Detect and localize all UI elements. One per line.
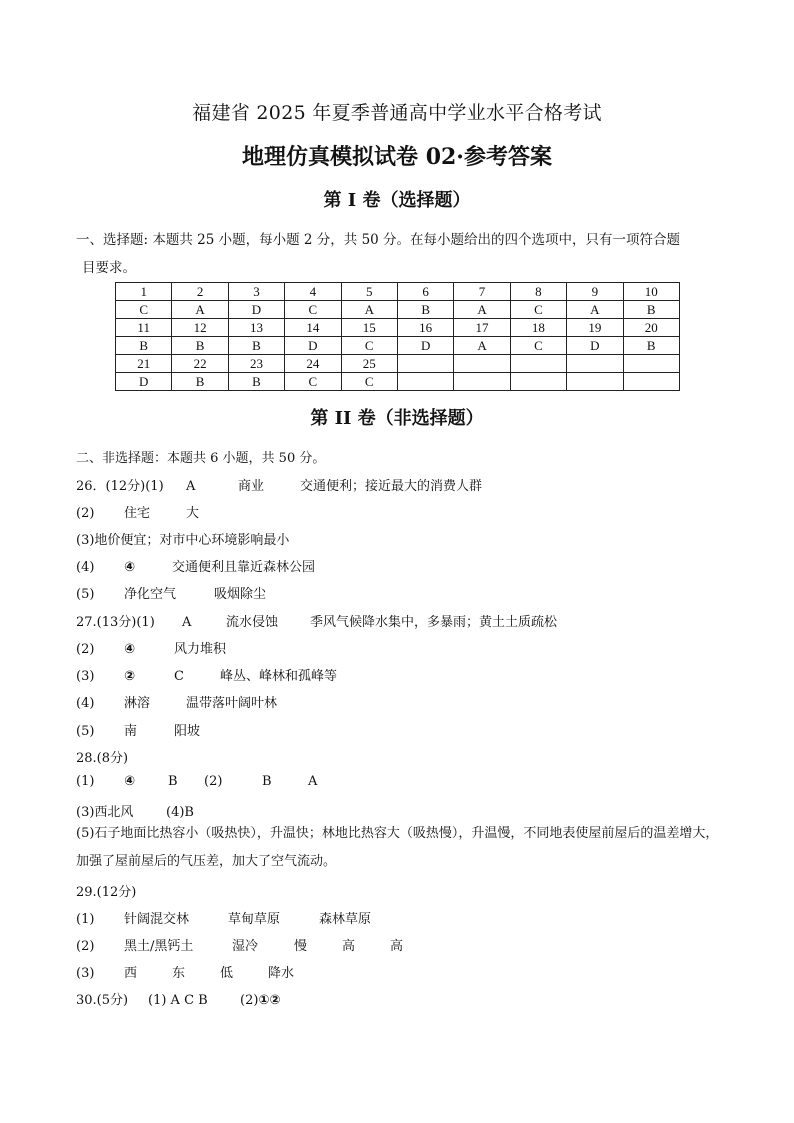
- answer: (4)B: [166, 805, 194, 820]
- answer: 南: [124, 724, 138, 739]
- answer: 峰丛、峰林和孤峰等: [220, 669, 338, 684]
- answer: ④: [124, 774, 136, 789]
- q29-label: 29.(12分): [76, 885, 137, 900]
- sub-label: (2): [76, 642, 95, 657]
- answer: 东: [172, 966, 186, 981]
- q28-label: 28.(8分): [76, 751, 129, 766]
- question-number-cell: 22: [172, 355, 228, 373]
- answer: 针阔混交林: [124, 912, 190, 927]
- q30-line1: [76, 989, 280, 1008]
- answer: A: [186, 479, 196, 494]
- question-number-cell: [567, 355, 623, 373]
- answer: 温带落叶阔叶林: [186, 696, 278, 711]
- answer: (3)地价便宜；对市中心环境影响最小: [76, 533, 290, 548]
- answer: ④: [124, 642, 136, 657]
- question-number-cell: 3: [228, 283, 284, 301]
- answer-cell: D: [228, 301, 284, 319]
- q28-line1: [76, 747, 128, 766]
- answer: B: [168, 774, 178, 789]
- q29-line3: [76, 935, 403, 954]
- answer: A: [308, 774, 318, 789]
- question-number-cell: 19: [567, 319, 623, 337]
- sub-label: (1): [76, 912, 95, 927]
- q27-line4: [76, 692, 277, 711]
- answer: ②: [124, 669, 136, 684]
- q30-label: 30.(5分): [76, 993, 129, 1008]
- answer: 高: [390, 939, 404, 954]
- answer-row: [116, 373, 680, 391]
- question-number-cell: 12: [172, 319, 228, 337]
- sub-label: (4): [76, 560, 95, 575]
- answer: 商业: [238, 479, 265, 494]
- answer-cell: B: [228, 337, 284, 355]
- answer: 大: [186, 506, 200, 521]
- part1-instructions: [76, 226, 726, 282]
- q28-explanation: (5)石子地面比热容小（吸热快），升温快；林地比热容大（吸热慢），升温慢，不同地表使屋前屋后的温差增大，加强了屋前屋后的气压差，加大了空气流动。: [76, 826, 719, 869]
- sub-label: (4): [76, 696, 95, 711]
- sub-label: (2): [76, 939, 95, 954]
- answer: C: [174, 669, 184, 684]
- answer: 慢: [294, 939, 308, 954]
- question-number-cell: [397, 355, 453, 373]
- question-number-cell: 6: [397, 283, 453, 301]
- answer-cell: [397, 373, 453, 391]
- answer-cell: A: [172, 301, 228, 319]
- q28-line2: [76, 774, 317, 789]
- answer-cell: B: [623, 337, 679, 355]
- sub-label: (3): [76, 966, 95, 981]
- question-number-cell: [454, 355, 510, 373]
- q29-line2: [76, 908, 371, 927]
- answer-cell: [454, 373, 510, 391]
- question-number-cell: 13: [228, 319, 284, 337]
- answer-cell: A: [567, 301, 623, 319]
- answer: 森林草原: [319, 912, 372, 927]
- question-number-row: [116, 319, 680, 337]
- answer: 西: [124, 966, 138, 981]
- q27-line5: [76, 720, 200, 739]
- answer-table: [115, 282, 680, 391]
- sub-label: (2): [76, 506, 95, 521]
- question-number-row: [116, 355, 680, 373]
- question-number-cell: 1: [116, 283, 172, 301]
- answer-cell: D: [116, 373, 172, 391]
- answer-cell: [623, 373, 679, 391]
- answer-cell: B: [623, 301, 679, 319]
- q27-label: 27.(13分)(1): [76, 615, 155, 630]
- question-number-cell: 14: [285, 319, 341, 337]
- answer-cell: C: [285, 373, 341, 391]
- q29-line1: [76, 881, 136, 900]
- answer-cell: D: [397, 337, 453, 355]
- answer: 风力堆积: [174, 642, 227, 657]
- q26-line3: [76, 529, 289, 548]
- answer: 淋溶: [124, 696, 151, 711]
- answer: ①②: [258, 993, 281, 1008]
- answer: 湿冷: [232, 939, 259, 954]
- question-number-cell: 25: [341, 355, 397, 373]
- question-number-cell: 8: [510, 283, 566, 301]
- question-number-cell: 20: [623, 319, 679, 337]
- answer-cell: A: [341, 301, 397, 319]
- question-number-cell: 17: [454, 319, 510, 337]
- q28-line3: [76, 801, 194, 820]
- answer-cell: B: [172, 337, 228, 355]
- instruction-line: 目要求。: [82, 260, 136, 276]
- question-number-cell: 18: [510, 319, 566, 337]
- q26-line4: [76, 556, 315, 575]
- question-number-cell: 24: [285, 355, 341, 373]
- answer-cell: A: [454, 337, 510, 355]
- sub-label: (2): [240, 993, 259, 1008]
- answer: A: [182, 615, 192, 630]
- answer: 季风气候降水集中，多暴雨；黄土土质疏松: [310, 615, 558, 630]
- answer-cell: D: [567, 337, 623, 355]
- instruction-line: 一、选择题: 本题共 25 小题，每小题 2 分，共 50 分。在每小题给出的四个选项中，只有一项符合题: [76, 232, 681, 248]
- question-number-cell: 15: [341, 319, 397, 337]
- answer: 吸烟除尘: [214, 587, 267, 602]
- exam-title: 福建省 2025 年夏季普通高中学业水平合格考试: [192, 102, 602, 124]
- sub-label: (1): [76, 774, 95, 789]
- answer-cell: [567, 373, 623, 391]
- answer-cell: A: [454, 301, 510, 319]
- answer-cell: B: [172, 373, 228, 391]
- question-number-cell: 23: [228, 355, 284, 373]
- answer-cell: B: [116, 337, 172, 355]
- answer: 流水侵蚀: [226, 615, 279, 630]
- answer: 降水: [268, 966, 295, 981]
- q26-line1: [76, 475, 482, 494]
- answer-cell: B: [397, 301, 453, 319]
- answer: 净化空气: [124, 587, 177, 602]
- question-number-cell: 16: [397, 319, 453, 337]
- question-number-row: [116, 283, 680, 301]
- answer-cell: C: [510, 337, 566, 355]
- answer-cell: C: [341, 373, 397, 391]
- answer-cell: D: [285, 337, 341, 355]
- question-number-cell: 11: [116, 319, 172, 337]
- question-number-cell: [623, 355, 679, 373]
- answer: 住宅: [124, 506, 151, 521]
- answer: (3)西北风: [76, 805, 134, 820]
- q27-line3: [76, 665, 337, 684]
- answer-cell: C: [285, 301, 341, 319]
- part2-instructions: 二、非选择题：本题共 6 小题，共 50 分。: [76, 451, 326, 466]
- answer-key-subtitle: 地理仿真模拟试卷 02·参考答案: [242, 144, 552, 170]
- answer-cell: C: [116, 301, 172, 319]
- q27-line2: [76, 638, 226, 657]
- question-number-cell: 10: [623, 283, 679, 301]
- answer-cell: C: [341, 337, 397, 355]
- part1-heading: 第 I 卷（选择题）: [323, 190, 471, 211]
- part2-heading: 第 II 卷（非选择题）: [310, 408, 484, 429]
- sub-label: (5): [76, 724, 95, 739]
- question-number-cell: 4: [285, 283, 341, 301]
- question-number-cell: 9: [567, 283, 623, 301]
- answer-row: [116, 301, 680, 319]
- answer: 低: [220, 966, 234, 981]
- q27-line1: [76, 611, 557, 630]
- q26-line2: [76, 502, 199, 521]
- question-number-cell: 5: [341, 283, 397, 301]
- question-number-cell: 2: [172, 283, 228, 301]
- answer: ④: [124, 560, 136, 575]
- answer: (1) A C B: [148, 993, 208, 1008]
- answer: 交通便利且靠近森林公园: [172, 560, 316, 575]
- q29-line4: [76, 962, 294, 981]
- sub-label: (5): [76, 587, 95, 602]
- q26-line5: [76, 583, 266, 602]
- sub-label: (3): [76, 669, 95, 684]
- answer-cell: [510, 373, 566, 391]
- answer: 高: [342, 939, 356, 954]
- question-number-cell: [510, 355, 566, 373]
- answer-cell: C: [510, 301, 566, 319]
- answer: 阳坡: [174, 724, 201, 739]
- sub-label: (2): [204, 774, 223, 789]
- answer: 交通便利；接近最大的消费人群: [300, 479, 483, 494]
- answer-row: [116, 337, 680, 355]
- answer: 草甸草原: [228, 912, 281, 927]
- question-number-cell: 7: [454, 283, 510, 301]
- q26-label: 26．(12分)(1): [76, 479, 164, 494]
- answer: B: [262, 774, 272, 789]
- question-number-cell: 21: [116, 355, 172, 373]
- answer: 黑土/黑钙土: [124, 939, 194, 954]
- answer-cell: B: [228, 373, 284, 391]
